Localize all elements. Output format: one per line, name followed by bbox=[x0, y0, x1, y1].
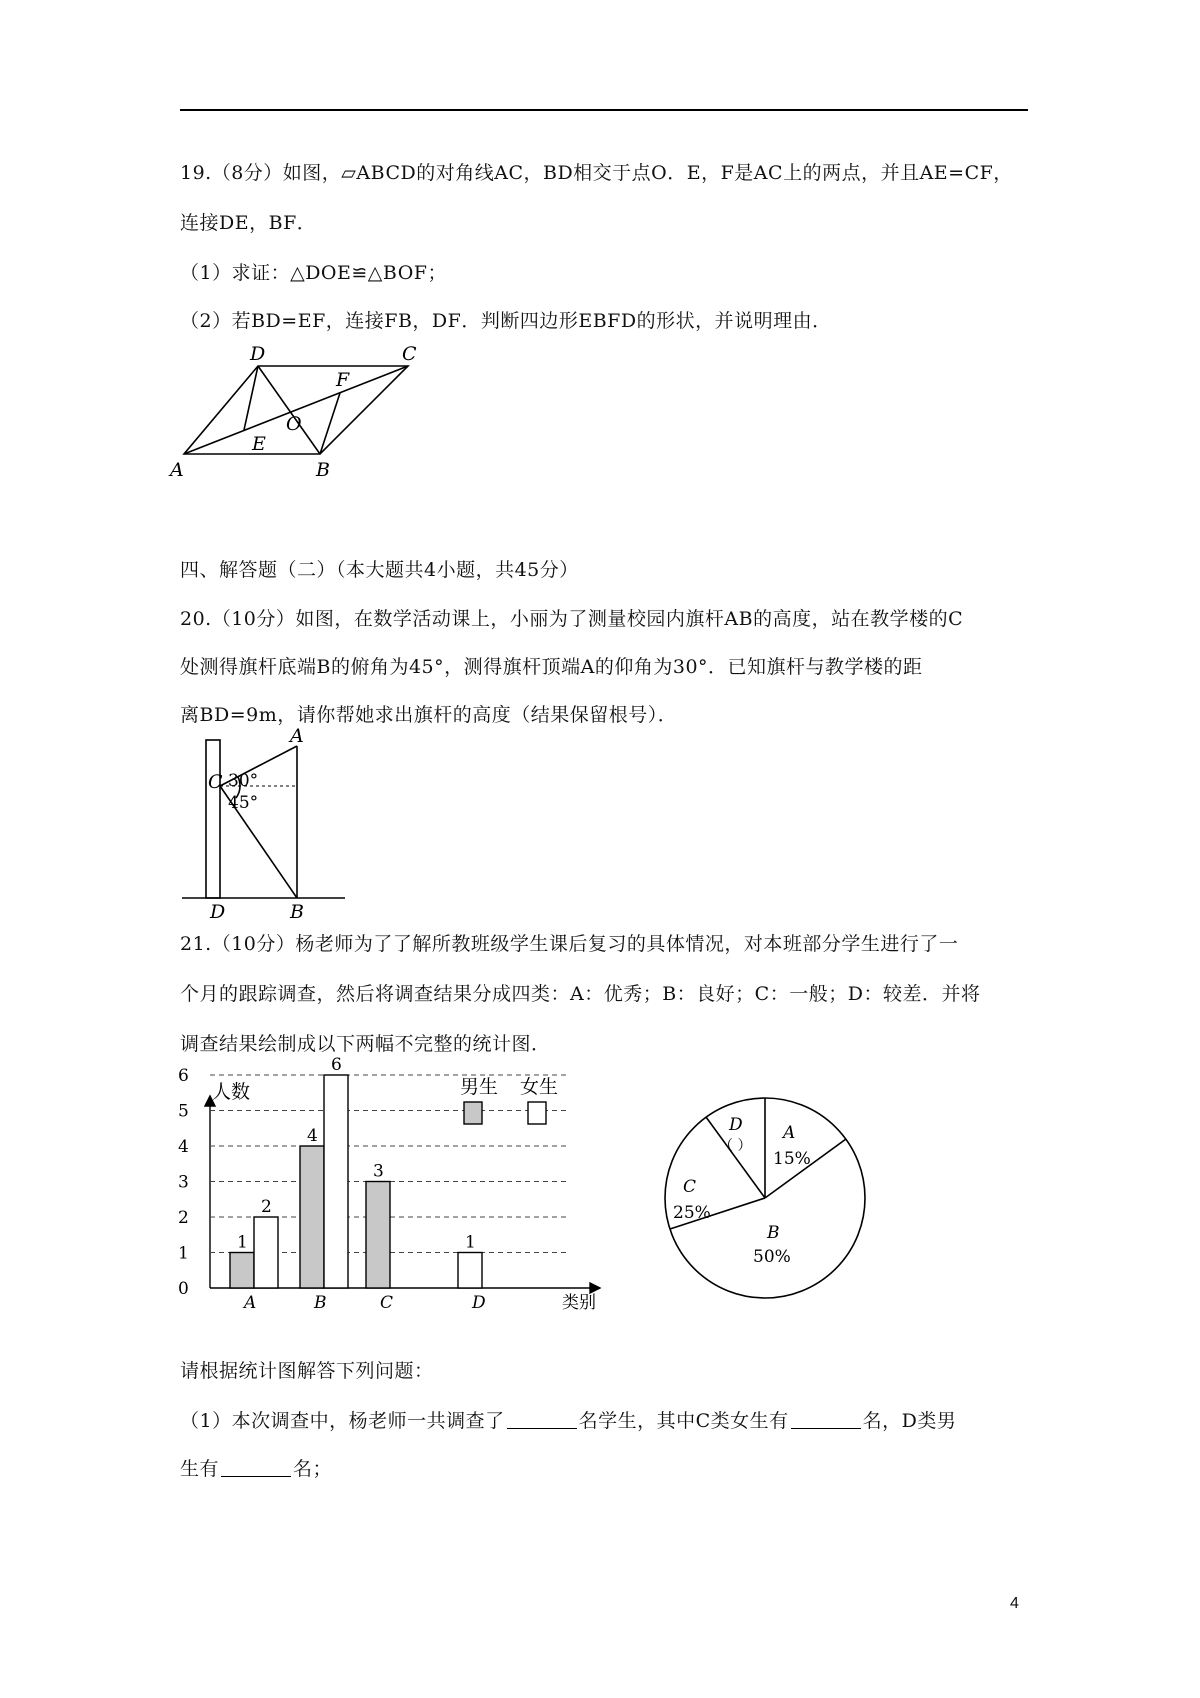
x-tick-c: C bbox=[380, 1293, 394, 1313]
answer-blank-d-male[interactable] bbox=[221, 1456, 291, 1477]
flagpole-diagram bbox=[180, 725, 350, 923]
q20-figure bbox=[180, 725, 350, 923]
x-tick-a: A bbox=[244, 1293, 257, 1313]
q21-sub1-text-a: （1）本次调查中，杨老师一共调查了 bbox=[180, 1410, 505, 1432]
x-axis-label: 类别 bbox=[562, 1293, 596, 1313]
diagonal-bd bbox=[258, 366, 320, 454]
q19-line2: 连接DE，BF． bbox=[180, 212, 317, 234]
legend-male-swatch bbox=[464, 1102, 482, 1124]
y-tick-3: 3 bbox=[178, 1172, 189, 1193]
bar-b-female bbox=[324, 1075, 348, 1288]
pie-percent-a: 15% bbox=[773, 1149, 811, 1169]
y-tick-0: 0 bbox=[178, 1279, 189, 1299]
segment-de bbox=[244, 366, 258, 430]
angle-45-label: 45° bbox=[228, 793, 259, 813]
bar-chart-svg bbox=[170, 1055, 610, 1313]
legend-male-label: 男生 bbox=[460, 1076, 499, 1098]
label-b: B bbox=[316, 459, 330, 481]
q21-line3: 调查结果绘制成以下两幅不完整的统计图． bbox=[180, 1033, 551, 1055]
pie-label-c: C bbox=[683, 1177, 697, 1197]
y-axis-label: 人数 bbox=[212, 1081, 251, 1103]
legend-female-swatch bbox=[528, 1102, 546, 1124]
q19-line1: 19.（8分）如图，▱ABCD的对角线AC，BD相交于点O．E，F是AC上的两点，并且AE=CF， bbox=[180, 162, 1013, 184]
q21-sub1-text-b: 名学生，其中C类女生有 bbox=[578, 1410, 789, 1432]
label-c: C bbox=[208, 771, 223, 793]
q21-sub1-text-c: 名，D类男 bbox=[862, 1410, 957, 1432]
bar-label-b-male: 4 bbox=[307, 1126, 318, 1146]
answer-blank-c-female[interactable] bbox=[791, 1408, 861, 1429]
label-c: C bbox=[402, 343, 417, 365]
q21-line1: 21.（10分）杨老师为了了解所教班级学生课后复习的具体情况，对本班部分学生进行了一 bbox=[180, 933, 959, 955]
parallelogram-diagram bbox=[170, 340, 430, 490]
label-d: D bbox=[250, 343, 266, 365]
q20-line3: 离BD=9m，请你帮她求出旗杆的高度（结果保留根号）． bbox=[180, 704, 678, 726]
q21-sub1-line1 bbox=[180, 1406, 956, 1433]
y-tick-6: 6 bbox=[178, 1066, 189, 1086]
y-tick-4: 4 bbox=[178, 1137, 189, 1157]
bar-c-male bbox=[366, 1182, 390, 1289]
building-rect bbox=[206, 740, 220, 898]
pie-percent-c: 25% bbox=[673, 1203, 711, 1223]
pie-chart bbox=[655, 1088, 875, 1308]
bar-label-b-female: 6 bbox=[331, 1055, 342, 1075]
section4-heading: 四、解答题（二）（本大题共4小题，共45分） bbox=[180, 559, 579, 581]
bar-a-male bbox=[230, 1253, 254, 1289]
label-b: B bbox=[290, 901, 304, 923]
y-tick-5: 5 bbox=[178, 1101, 189, 1122]
pie-chart-svg bbox=[655, 1088, 875, 1308]
bar-label-a-female: 2 bbox=[261, 1197, 272, 1217]
q21-sub1-line2 bbox=[180, 1454, 332, 1481]
q21-sub1-text-e: 名； bbox=[293, 1458, 333, 1480]
label-a: A bbox=[290, 725, 304, 747]
q21-prompt: 请根据统计图解答下列问题： bbox=[180, 1360, 434, 1382]
q19-figure bbox=[170, 340, 430, 490]
label-a: A bbox=[170, 459, 184, 481]
x-axis-arrow bbox=[590, 1283, 600, 1293]
bar-b-male bbox=[300, 1146, 324, 1288]
q20-line1: 20.（10分）如图，在数学活动课上，小丽为了测量校园内旗杆AB的高度，站在教学楼的C bbox=[180, 608, 964, 630]
label-e: E bbox=[252, 433, 266, 455]
header-rule bbox=[180, 109, 1028, 111]
x-tick-d: D bbox=[472, 1293, 486, 1313]
diagonal-ac bbox=[184, 366, 408, 454]
page-number: 4 bbox=[1010, 1595, 1019, 1612]
angle-30-label: 30° bbox=[228, 771, 259, 791]
label-f: F bbox=[336, 369, 350, 391]
q20-line2: 处测得旗杆底端B的俯角为45°，测得旗杆顶端A的仰角为30°．已知旗杆与教学楼的距 bbox=[180, 656, 923, 678]
pie-label-b: B bbox=[767, 1223, 780, 1243]
q21-line2: 个月的跟踪调查，然后将调查结果分成四类：A：优秀；B：良好；C：一般；D：较差．并将 bbox=[180, 983, 981, 1005]
y-tick-2: 2 bbox=[178, 1208, 189, 1228]
bar-label-c-male: 3 bbox=[373, 1161, 384, 1182]
pie-percent-b: 50% bbox=[753, 1247, 791, 1267]
x-tick-b: B bbox=[314, 1293, 327, 1313]
bar-label-a-male: 1 bbox=[237, 1232, 248, 1253]
answer-blank-total[interactable] bbox=[507, 1408, 577, 1429]
label-d: D bbox=[210, 901, 226, 923]
pie-percent-d: （ ） bbox=[719, 1138, 752, 1154]
bar-label-d-female: 1 bbox=[465, 1232, 476, 1253]
q19-part2: （2）若BD=EF，连接FB，DF．判断四边形EBFD的形状，并说明理由． bbox=[180, 310, 832, 332]
q21-sub1-text-d: 生有 bbox=[180, 1458, 220, 1480]
pie-label-d: D bbox=[729, 1115, 743, 1135]
bar-a-female bbox=[254, 1217, 278, 1288]
label-o: O bbox=[286, 413, 302, 435]
q19-part1: （1）求证：△DOE≌△BOF； bbox=[180, 262, 447, 284]
y-tick-1: 1 bbox=[178, 1243, 189, 1264]
legend-female-label: 女生 bbox=[520, 1076, 559, 1098]
bar-chart bbox=[170, 1055, 610, 1313]
pie-label-a: A bbox=[783, 1123, 796, 1143]
bar-d-female bbox=[458, 1253, 482, 1289]
